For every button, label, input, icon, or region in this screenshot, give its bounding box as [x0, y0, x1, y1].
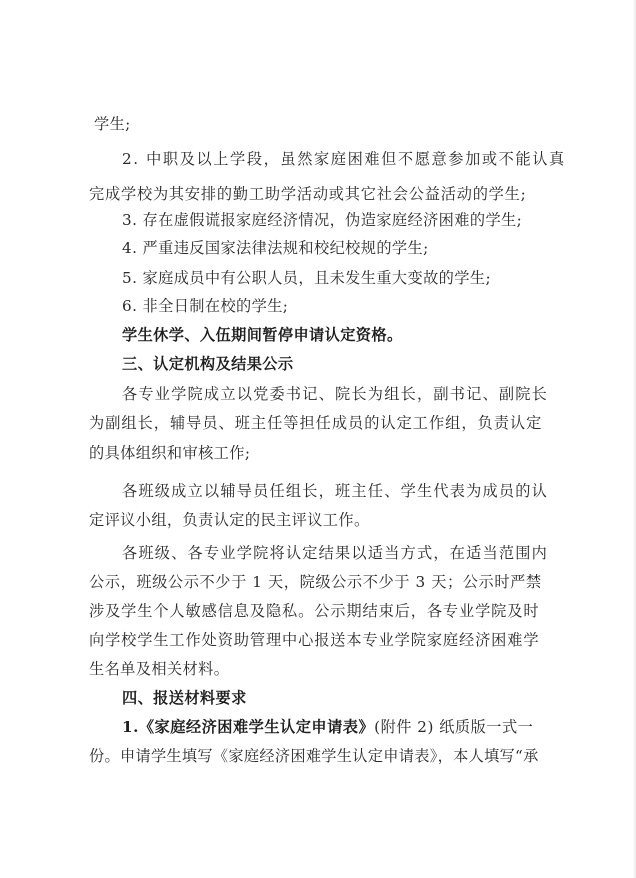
section-heading: 四、报送材料要求	[122, 689, 247, 707]
text-line: 4. 严重违反国家法律法规和校纪校规的学生;	[122, 239, 429, 257]
text-line: 的具体组织和审核工作;	[89, 444, 251, 462]
text-line: 涉及学生个人敏感信息及隐私。公示期结束后，各专业学院及时	[89, 602, 540, 620]
section-heading: 三、认定机构及结果公示	[122, 355, 294, 373]
text-line: 生名单及相关材料。	[89, 660, 230, 678]
text-line: 完成学校为其安排的勤工助学活动或其它社会公益活动的学生;	[89, 185, 527, 203]
bold-statement: 学生休学、入伍期间暂停申请认定资格。	[122, 326, 403, 344]
text-line: 份。申请学生填写《家庭经济困难学生认定申请表》，本人填写“承	[89, 747, 539, 765]
text-line: 各班级、各专业学院将认定结果以适当方式，在适当范围内	[122, 544, 549, 562]
text-line	[122, 717, 533, 737]
text-line: 5. 家庭成员中有公职人员，且未发生重大变故的学生;	[122, 269, 491, 287]
text-line: 各专业学院成立以党委书记、院长为组长，副书记、副院长	[122, 385, 549, 403]
text-line: 3. 存在虚假谎报家庭经济情况，伪造家庭经济困难的学生;	[122, 211, 523, 229]
text-line: 向学校学生工作处资助管理中心报送本专业学院家庭经济困难学	[89, 631, 540, 649]
text-line: 学生;	[94, 115, 131, 133]
text-line: 公示，班级公示不少于 1 天，院级公示不少于 3 天；公示时严禁	[89, 573, 542, 591]
text-line: 各班级成立以辅导员任组长，班主任、学生代表为成员的认	[122, 482, 549, 500]
form-title: 1.《家庭经济困难学生认定申请表》	[122, 718, 375, 736]
text-line: 2. 中职及以上学段，虽然家庭困难但不愿意参加或不能认真	[122, 150, 566, 168]
text-line: 为副组长，辅导员、班主任等担任成员的认定工作组，负责认定	[89, 414, 543, 432]
text-line: 6. 非全日制在校的学生;	[122, 297, 289, 315]
text-line-rest: (附件 2) 纸质版一式一	[374, 718, 534, 736]
text-line: 定评议小组，负责认定的民主评议工作。	[89, 511, 370, 529]
